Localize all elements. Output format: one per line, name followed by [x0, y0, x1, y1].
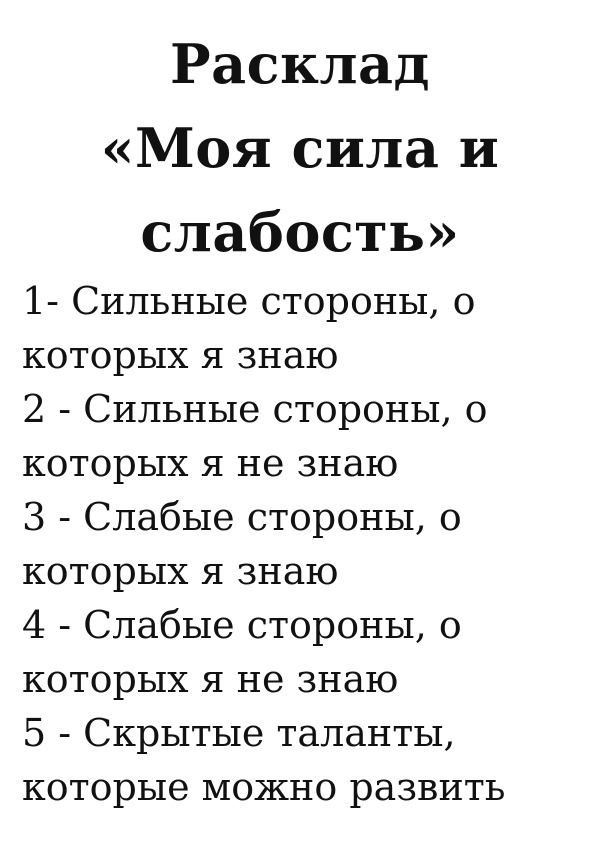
position-text: которых я не знаю [22, 441, 399, 485]
position-text: 2 - Сильные стороны, о [22, 387, 488, 431]
position-text: которые можно развить [22, 765, 506, 809]
position-text: 4 - Слабые стороны, о [22, 603, 462, 647]
position-text: 1- Сильные стороны, о [22, 279, 476, 323]
position-text: 3 - Слабые стороны, о [22, 495, 462, 539]
position-item [22, 490, 582, 598]
position-text: 5 - Скрытые таланты, [22, 711, 456, 755]
position-text: которых я знаю [22, 333, 339, 377]
position-text: которых я знаю [22, 549, 339, 593]
title-line: «Моя сила и [100, 116, 500, 180]
positions-list [22, 274, 582, 814]
spread-title [40, 22, 560, 274]
position-item [22, 598, 582, 706]
title-line: слабость» [140, 200, 460, 264]
title-line: Расклад [169, 32, 431, 96]
position-item [22, 382, 582, 490]
position-item [22, 274, 582, 382]
position-text: которых я не знаю [22, 657, 399, 701]
position-item [22, 706, 582, 814]
